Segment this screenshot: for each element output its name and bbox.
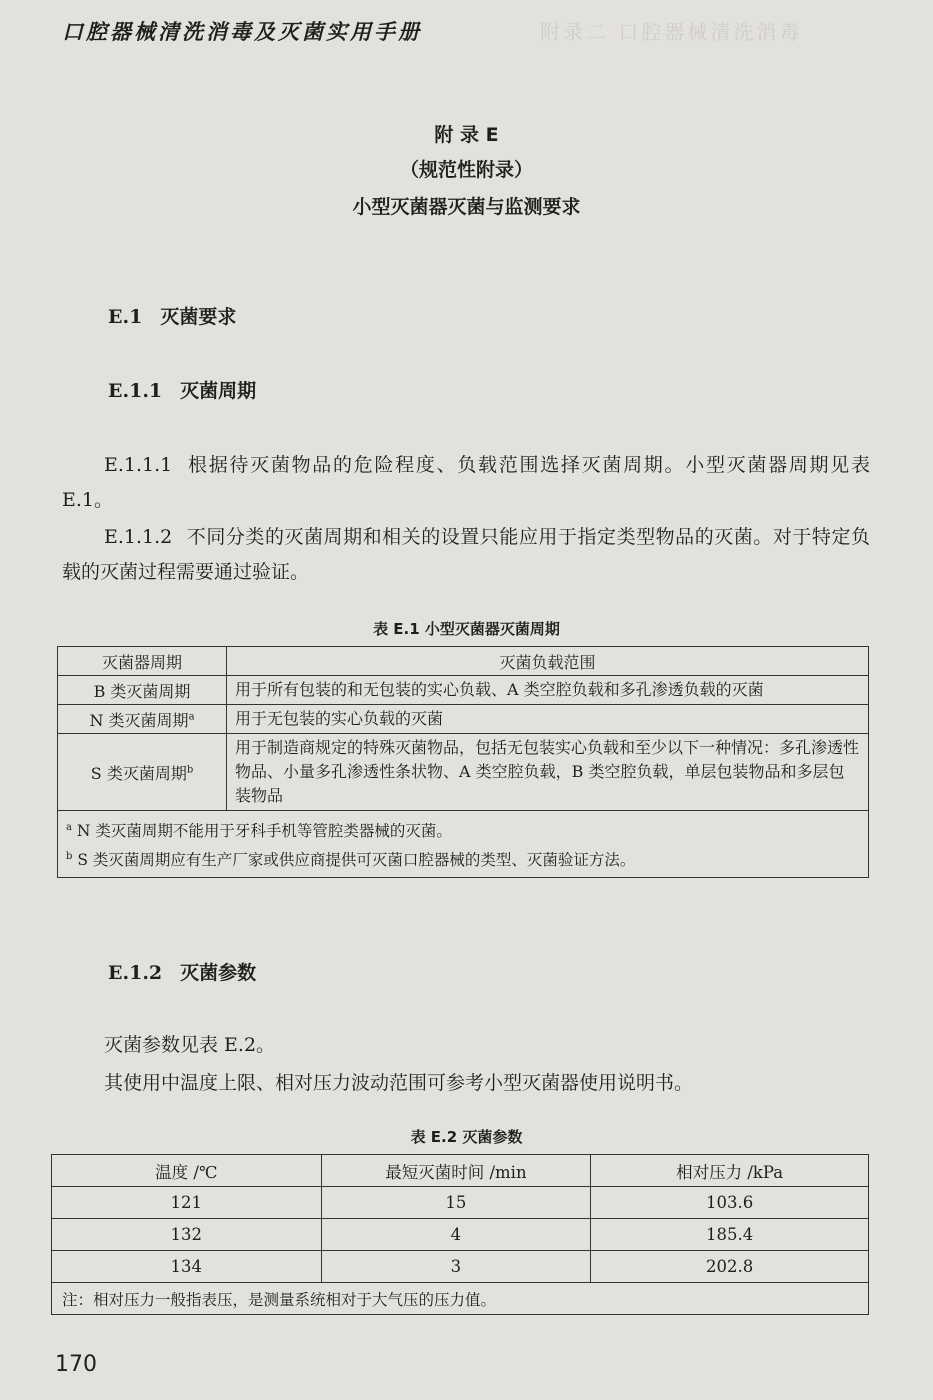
time-cell: 3: [321, 1251, 591, 1283]
cycle-cell: [58, 705, 227, 734]
section-title: 灭菌周期: [180, 380, 257, 402]
pressure-cell: 103.6: [591, 1187, 869, 1219]
paragraph-e1112: [62, 520, 870, 590]
sterilization-cycle-table: [57, 646, 869, 878]
column-header: 灭菌负载范围: [227, 647, 869, 676]
footnote-mark: b: [186, 764, 194, 776]
section-title: 灭菌参数: [180, 962, 257, 984]
section-number: E.1: [108, 306, 143, 328]
table-row: [58, 676, 869, 705]
appendix-subtitle: （规范性附录）: [399, 159, 533, 181]
section-number: E.1.1: [108, 380, 163, 402]
table-note: 注：相对压力一般指表压，是测量系统相对于大气压的压力值。: [52, 1283, 869, 1315]
table-row: [58, 705, 869, 734]
sterilization-parameter-table: [51, 1154, 869, 1315]
pressure-cell: 202.8: [591, 1251, 869, 1283]
footnote-text: N 类灭菌周期不能用于牙科手机等管腔类器械的灭菌。: [76, 822, 452, 841]
column-header: 灭菌器周期: [58, 647, 227, 676]
section-number: E.1.2: [108, 962, 163, 984]
table-row: [52, 1187, 869, 1219]
footnote-mark: a: [66, 822, 72, 833]
clause-number: E.1.1.2: [104, 526, 173, 548]
cycle-cell: [58, 676, 227, 705]
table-row: [58, 734, 869, 811]
cycle-cell: [58, 734, 227, 811]
footnote: [66, 815, 860, 844]
time-cell: 4: [321, 1219, 591, 1251]
range-cell: 用于无包装的实心负载的灭菌: [227, 705, 869, 734]
cycle-name: N 类灭菌周期: [89, 710, 189, 730]
footnote-mark: b: [66, 851, 73, 863]
clause-text: 不同分类的灭菌周期和相关的设置只能应用于指定类型物品的灭菌。对于特定负载的灭菌过程需要通过验证。: [62, 526, 870, 583]
range-cell: 用于制造商规定的特殊灭菌物品，包括无包装实心负载和至少以下一种情况：多孔渗透性物品、小量多孔渗透性条状物、A 类空腔负载，B 类空腔负载，单层包装物品和多层包装物品: [227, 734, 869, 811]
clause-number: E.1.1.1: [104, 454, 173, 476]
show-through-text: 附录二 口腔器械清洗消毒: [540, 20, 803, 44]
paragraph-params-ref: 灭菌参数见表 E.2。: [104, 1034, 276, 1056]
time-cell: 15: [321, 1187, 591, 1219]
footnote-text: S 类灭菌周期应有生产厂家或供应商提供可灭菌口腔器械的类型、灭菌验证方法。: [77, 851, 636, 870]
paragraph-e1111: [62, 448, 870, 518]
footnote-mark: a: [188, 711, 195, 723]
column-header: 温度 /℃: [52, 1155, 322, 1187]
table-row: [52, 1251, 869, 1283]
table-header-row: [52, 1155, 869, 1187]
running-header: 口腔器械清洗消毒及灭菌实用手册: [62, 19, 422, 44]
table1-caption: 表 E.1 小型灭菌器灭菌周期: [373, 620, 560, 638]
column-header: 最短灭菌时间 /min: [321, 1155, 591, 1187]
clause-text: 根据待灭菌物品的危险程度、负载范围选择灭菌周期。小型灭菌器周期见表 E.1。: [62, 454, 870, 511]
appendix-title: 附 录 E: [434, 124, 499, 146]
footnote: [66, 844, 860, 873]
cycle-name: S 类灭菌周期: [90, 763, 187, 783]
table-note-row: [52, 1283, 869, 1315]
cycle-name: B 类灭菌周期: [93, 681, 191, 701]
table-notes: [58, 811, 869, 878]
temperature-cell: 134: [52, 1251, 322, 1283]
appendix-name: 小型灭菌器灭菌与监测要求: [352, 196, 581, 218]
section-heading-e111: [108, 376, 256, 403]
section-heading-e1: [108, 302, 236, 329]
table2-caption: 表 E.2 灭菌参数: [410, 1128, 523, 1146]
range-cell: 用于所有包装的和无包装的实心负载、A 类空腔负载和多孔渗透负载的灭菌: [227, 676, 869, 705]
pressure-cell: 185.4: [591, 1219, 869, 1251]
table-row: [52, 1219, 869, 1251]
section-title: 灭菌要求: [160, 306, 237, 328]
table-notes-row: [58, 811, 869, 878]
section-heading-e112: [108, 958, 256, 985]
temperature-cell: 132: [52, 1219, 322, 1251]
page-number: 170: [55, 1352, 97, 1377]
table-header-row: [58, 647, 869, 676]
paragraph-params-usage: 其使用中温度上限、相对压力波动范围可参考小型灭菌器使用说明书。: [104, 1072, 694, 1094]
column-header: 相对压力 /kPa: [591, 1155, 869, 1187]
temperature-cell: 121: [52, 1187, 322, 1219]
